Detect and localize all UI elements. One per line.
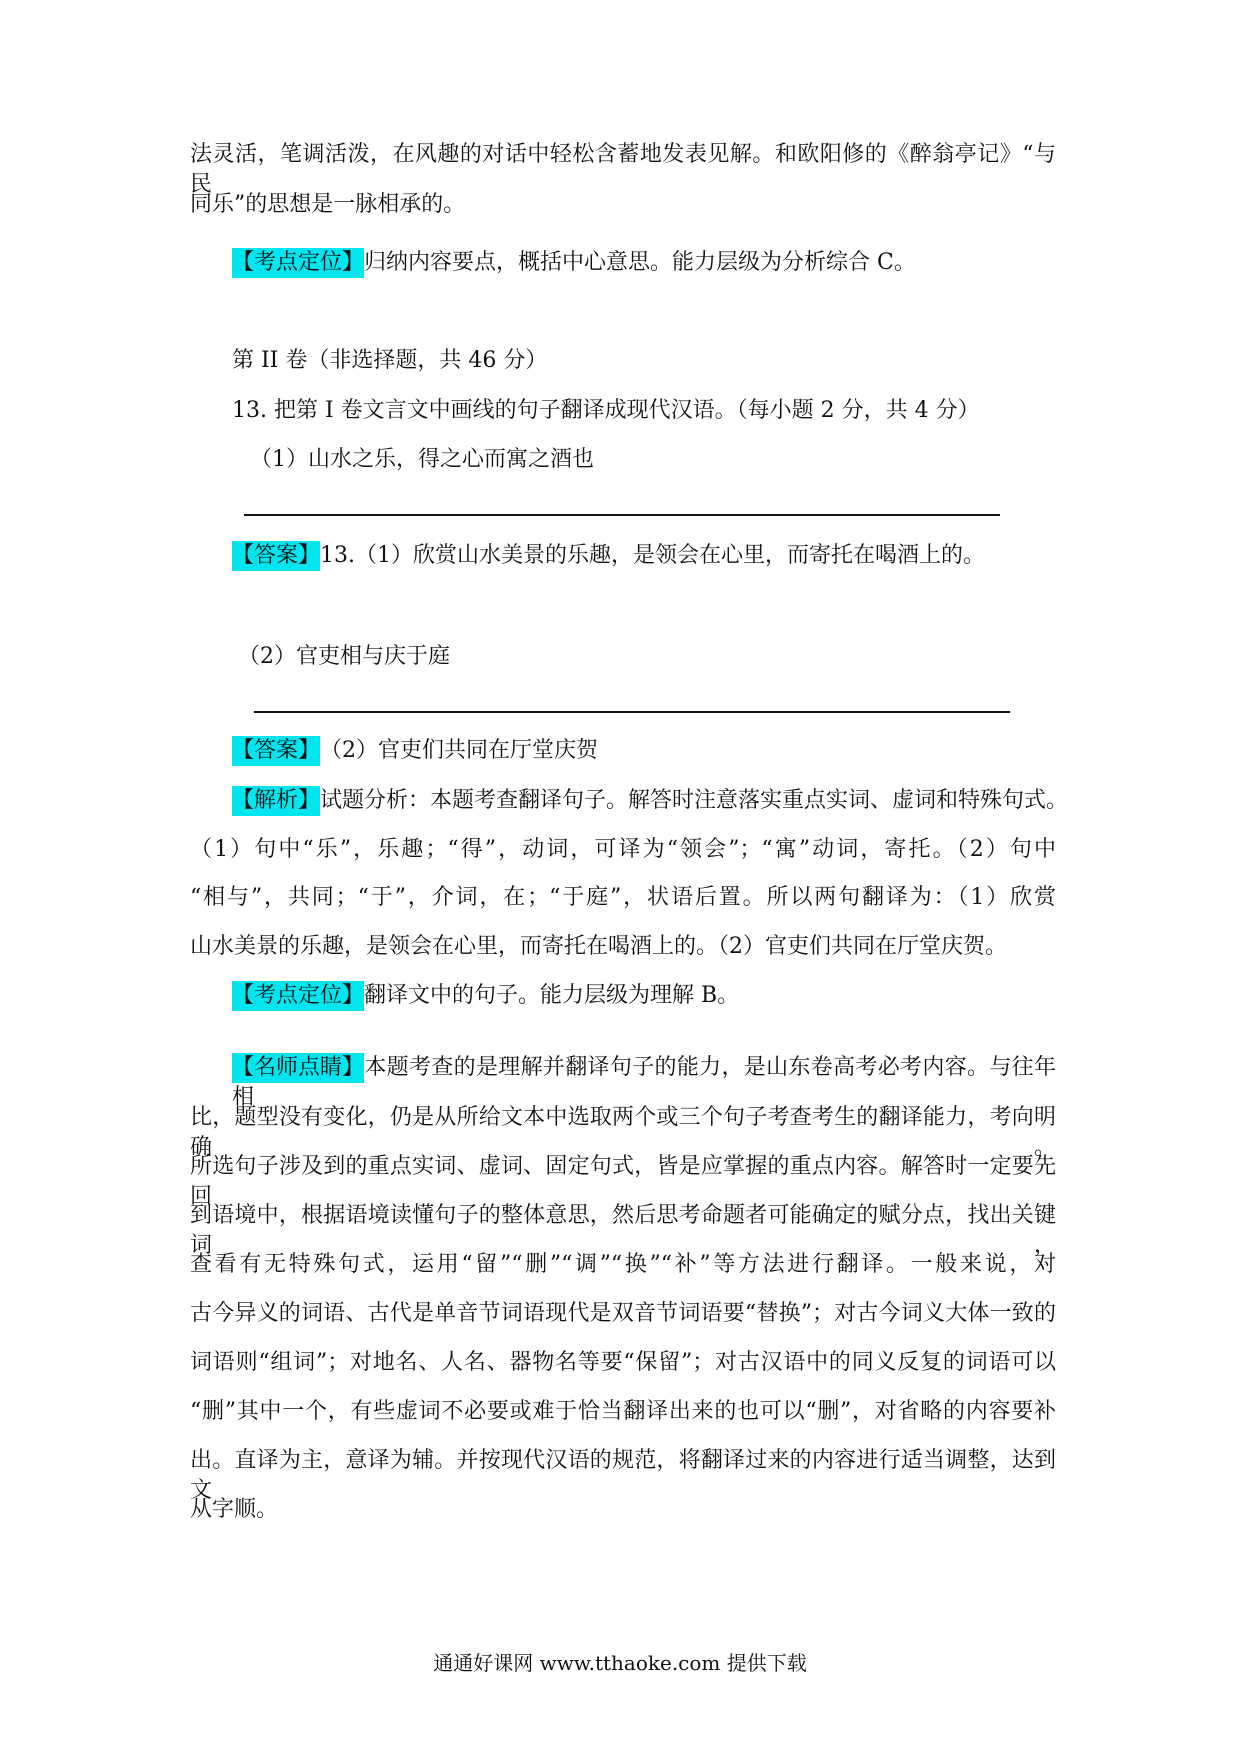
- answer-tag: 【答案】: [232, 736, 320, 766]
- analysis-line-1: [232, 786, 1068, 816]
- mingshi-line-7: 词语则“组词”；对地名、人名、器物名等要“保留”；对古汉语中的同义反复的词语可以: [190, 1350, 1056, 1375]
- mingshi-line-2: 比，题型没有变化，仍是从所给文本中选取两个或三个句子考查考生的翻译能力，考向明确。: [190, 1105, 1056, 1160]
- kaodian-text: 翻译文中的句子。能力层级为理解 B。: [364, 983, 740, 1008]
- intro-line-2: 同乐”的思想是一脉相承的。: [190, 192, 466, 217]
- answer-line-2: [254, 711, 1010, 713]
- page-footer: 通通好课网 www.tthaoke.com 提供下载: [433, 1651, 807, 1675]
- sub-question-1: （1）山水之乐，得之心而寓之酒也: [250, 447, 594, 472]
- answer-text: （2）官吏们共同在厅堂庆贺: [320, 738, 599, 763]
- analysis-text: 试题分析：本题考查翻译句子。解答时注意落实重点实词、虚词和特殊句式。: [320, 788, 1069, 813]
- answer-block-1: [232, 541, 985, 571]
- sub-question-2: （2）官吏相与庆于庭: [238, 644, 450, 669]
- analysis-line-3: “相与”，共同；“于”，介词，在；“于庭”，状语后置。所以两句翻译为：（1）欣赏: [190, 885, 1056, 910]
- mingshi-line-8: “删”其中一个，有些虚词不必要或难于恰当翻译出来的也可以“删”，对省略的内容要补: [190, 1399, 1056, 1424]
- answer-text: 13.（1）欣赏山水美景的乐趣，是领会在心里，而寄托在喝酒上的。: [320, 543, 986, 568]
- mingshi-text: 本题考查的是理解并翻译句子的能力，是山东卷高考必考内容。与往年相: [232, 1055, 1056, 1110]
- answer-line-1: [244, 514, 1000, 516]
- mingshi-line-4: 到语境中，根据语境读懂句子的整体意思，然后思考命题者可能确定的赋分点，找出关键词，: [190, 1203, 1056, 1258]
- mingshi-line-10: 从字顺。: [190, 1497, 279, 1522]
- question-13: 13. 把第 I 卷文言文中画线的句子翻译成现代汉语。（每小题 2 分，共 4 分）: [232, 398, 980, 423]
- analysis-tag: 【解析】: [232, 786, 320, 816]
- mingshi-tag: 【名师点睛】: [232, 1053, 364, 1083]
- mingshi-line-9: 出。直译为主，意译为辅。并按现代汉语的规范，将翻译过来的内容进行适当调整，达到文: [190, 1448, 1056, 1503]
- kaodian-block-1: [232, 248, 916, 278]
- analysis-line-4: 山水美景的乐趣，是领会在心里，而寄托在喝酒上的。（2）官吏们共同在厅堂庆贺。: [190, 934, 1007, 959]
- analysis-line-2: （1）句中“乐”，乐趣；“得”，动词，可译为“领会”；“寓”动词，寄托。（2）句中: [190, 837, 1056, 862]
- mingshi-line-3: 所选句子涉及到的重点实词、虚词、固定句式，皆是应掌握的重点内容。解答时一定要先回: [190, 1154, 1056, 1209]
- kaodian-tag: 【考点定位】: [232, 981, 364, 1011]
- kaodian-block-2: [232, 981, 739, 1011]
- intro-line-1: 法灵活，笔调活泼，在风趣的对话中轻松含蓄地发表见解。和欧阳修的《醉翁亭记》“与民: [190, 142, 1056, 197]
- answer-block-2: [232, 736, 598, 766]
- answer-tag: 【答案】: [232, 541, 320, 571]
- mingshi-line-6: 古今异义的词语、古代是单音节词语现代是双音节词语要“替换”；对古今词义大体一致的: [190, 1301, 1056, 1326]
- kaodian-tag: 【考点定位】: [232, 248, 364, 278]
- mingshi-line-5: 查看有无特殊句式，运用“留”“删”“调”“换”“补”等方法进行翻译。一般来说，对: [190, 1252, 1056, 1277]
- kaodian-text: 归纳内容要点，概括中心意思。能力层级为分析综合 C。: [364, 250, 916, 275]
- section-title: 第 II 卷（非选择题，共 46 分）: [232, 348, 548, 373]
